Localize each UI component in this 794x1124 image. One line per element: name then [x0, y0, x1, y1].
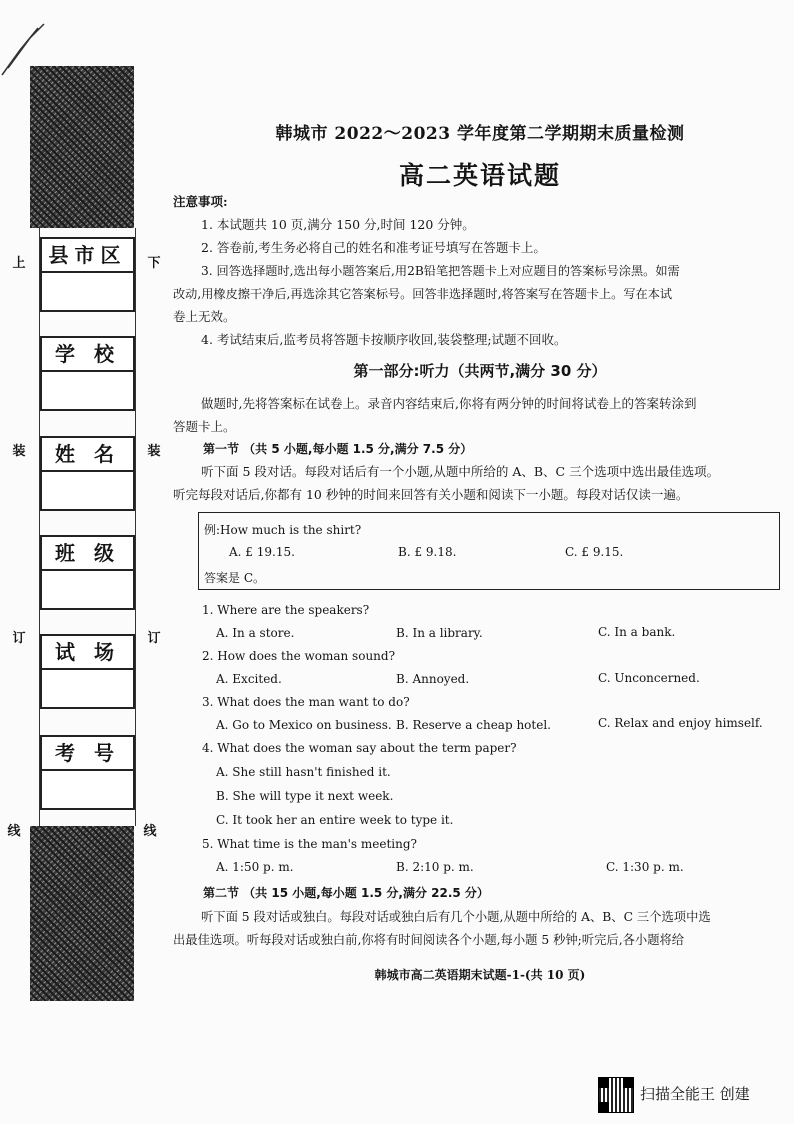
exam-title: 韩城市 2022～2023 学年度第二学期期末质量检测: [275, 124, 685, 144]
field-exam-room-box[interactable]: [40, 634, 135, 709]
binding-hatch-bottom: [30, 826, 134, 1001]
example-box: [198, 512, 780, 590]
notice-heading: 注意事项:: [173, 194, 228, 209]
field-exam-number-label: 考 号: [42, 737, 133, 771]
field-class-label: 班 级: [42, 537, 133, 571]
q5-stem: 5. What time is the man's meeting?: [202, 837, 417, 851]
q2-option-c[interactable]: C. Unconcerned.: [598, 671, 700, 685]
q4-option-a[interactable]: A. She still hasn't finished it.: [216, 765, 391, 779]
section2-intro-1: 听下面 5 段对话或独白。每段对话或独白后有几个小题,从题中所给的 A、B、C 三个选项中选: [201, 910, 711, 924]
notice-line-6: 4. 考试结束后,监考员将答题卡按顺序收回,装袋整理;试题不回收。: [201, 332, 567, 347]
binding-mark-right-ding: 订: [147, 631, 161, 646]
q4-stem: 4. What does the woman say about the term paper?: [202, 741, 517, 755]
field-county-label: 县市区: [42, 239, 133, 273]
section2-title: 第二节 （共 15 小题,每小题 1.5 分,满分 22.5 分）: [203, 886, 489, 900]
binding-hatch-top: [30, 66, 134, 228]
notice-line-4: 改动,用橡皮擦干净后,再选涂其它答案标号。回答非选择题时,将答案写在答题卡上。写在本试: [173, 287, 673, 301]
example-question: 例:How much is the shirt?: [204, 523, 362, 537]
binding-mark-right-bottom: 下: [147, 256, 161, 271]
qr-code-icon: [598, 1077, 634, 1113]
field-class-box[interactable]: [40, 535, 135, 610]
field-exam-room-label: 试 场: [42, 636, 133, 670]
q1-stem: 1. Where are the speakers?: [202, 603, 370, 617]
part1-intro-1: 做题时,先将答案标在试卷上。录音内容结束后,你将有两分钟的时间将试卷上的答案转涂到: [201, 396, 697, 411]
section1-intro-1: 听下面 5 段对话。每段对话后有一个小题,从题中所给的 A、B、C 三个选项中选出最佳选项。: [201, 464, 720, 479]
field-exam-number-box[interactable]: [40, 735, 135, 810]
q2-stem: 2. How does the woman sound?: [202, 649, 396, 663]
q4-option-b[interactable]: B. She will type it next week.: [216, 789, 394, 803]
example-answer: 答案是 C。: [204, 571, 265, 585]
notice-line-2: 2. 答卷前,考生务必将自己的姓名和准考证号填写在答题卡上。: [201, 240, 546, 255]
q1-option-c[interactable]: C. In a bank.: [598, 625, 676, 639]
notice-line-5: 卷上无效。: [173, 309, 236, 324]
binding-mark-right-xian: 线: [143, 824, 157, 839]
q3-stem: 3. What does the man want to do?: [202, 695, 410, 709]
part1-title: 第一部分:听力（共两节,满分 30 分）: [353, 362, 607, 380]
scanner-watermark: 扫描全能王 创建: [640, 1085, 750, 1103]
q5-option-b[interactable]: B. 2:10 p. m.: [396, 860, 474, 874]
q3-option-a[interactable]: A. Go to Mexico on business.: [216, 718, 392, 732]
field-school-label: 学 校: [42, 338, 133, 372]
q1-option-b[interactable]: B. In a library.: [396, 626, 483, 640]
example-option-c: C. £ 9.15.: [565, 545, 624, 559]
example-option-a: A. £ 19.15.: [229, 545, 295, 559]
binding-mark-left-ding: 订: [12, 631, 26, 646]
subject-title: 高二英语试题: [398, 161, 561, 190]
notice-line-3: 3. 回答选择题时,选出每小题答案后,用2B铅笔把答题卡上对应题目的答案标号涂黑。如需: [201, 264, 680, 278]
section1-intro-2: 听完每段对话后,你都有 10 秒钟的时间来回答有关小题和阅读下一小题。每段对话仅读一遍。: [173, 487, 689, 502]
field-school-box[interactable]: [40, 336, 135, 411]
binding-mark-left-zhuang: 装: [12, 444, 26, 459]
binding-mark-left-xian: 线: [7, 824, 21, 839]
section1-title: 第一节 （共 5 小题,每小题 1.5 分,满分 7.5 分）: [203, 442, 473, 456]
page-footer: 韩城市高二英语期末试题-1-(共 10 页): [374, 968, 586, 982]
binding-mark-left-top: 上: [12, 256, 26, 271]
q3-option-b[interactable]: B. Reserve a cheap hotel.: [396, 718, 551, 732]
q2-option-a[interactable]: A. Excited.: [216, 672, 282, 686]
field-county-box[interactable]: [40, 237, 135, 312]
field-name-box[interactable]: [40, 436, 135, 511]
notice-line-1: 1. 本试题共 10 页,满分 150 分,时间 120 分钟。: [201, 217, 475, 232]
q5-option-c[interactable]: C. 1:30 p. m.: [606, 860, 684, 874]
field-name-label: 姓 名: [42, 438, 133, 472]
example-option-b: B. £ 9.18.: [398, 545, 457, 559]
q3-option-c[interactable]: C. Relax and enjoy himself.: [598, 716, 763, 730]
q5-option-a[interactable]: A. 1:50 p. m.: [216, 860, 294, 874]
q4-option-c[interactable]: C. It took her an entire week to type it.: [216, 813, 454, 827]
binding-mark-right-zhuang: 装: [147, 444, 161, 459]
binding-line-right: [135, 228, 136, 826]
q1-option-a[interactable]: A. In a store.: [216, 626, 295, 640]
q2-option-b[interactable]: B. Annoyed.: [396, 672, 470, 686]
section2-intro-2: 出最佳选项。听每段对话或独白前,你将有时间阅读各个小题,每小题 5 秒钟;听完后,各小题将给: [173, 933, 685, 947]
part1-intro-2: 答题卡上。: [173, 419, 236, 434]
